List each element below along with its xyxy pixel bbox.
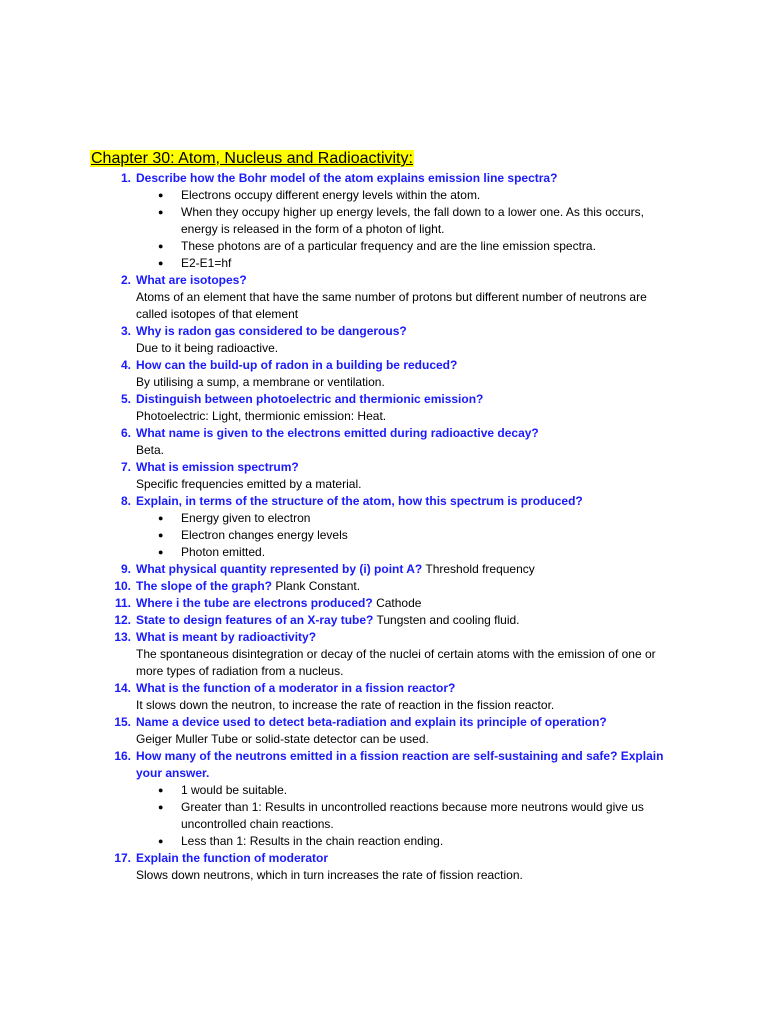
question-text: The slope of the graph? <box>136 579 273 593</box>
bullet-text: Energy given to electron <box>181 511 311 525</box>
question-text: What are isotopes? <box>136 273 247 287</box>
answer-text: Geiger Muller Tube or solid-state detector can be used. <box>136 732 429 746</box>
question-number: 8. <box>120 494 131 508</box>
answer-bullet <box>136 833 672 850</box>
bullet-text: 1 would be suitable. <box>181 783 288 797</box>
question-text: State to design features of an X-ray tube? <box>136 613 374 627</box>
question-number: 6. <box>120 426 131 440</box>
answer-text: It slows down the neutron, to increase the rate of reaction in the fission reactor. <box>136 698 555 712</box>
answer-bullet <box>136 238 672 255</box>
bullet-dot-icon: ● <box>158 836 164 846</box>
question-item <box>0 357 768 391</box>
question-number: 12. <box>114 613 131 627</box>
question-text: Describe how the Bohr model of the atom explains emission line spectra? <box>136 171 558 185</box>
bullet-dot-icon: ● <box>158 207 164 217</box>
chapter-title <box>90 148 414 170</box>
question-number: 14. <box>114 681 131 695</box>
question-line <box>136 272 672 289</box>
question-number: 16. <box>114 749 131 763</box>
question-line <box>136 612 672 629</box>
answer-text: By utilising a sump, a membrane or ventilation. <box>136 375 385 389</box>
question-number: 1. <box>120 171 131 185</box>
answer-text: The spontaneous disintegration or decay of the nuclei of certain atoms with the emission of one or more types of radiation from a nucleus. <box>136 647 656 678</box>
question-line <box>136 357 672 374</box>
bullet-dot-icon: ● <box>158 802 164 812</box>
bullet-dot-icon: ● <box>158 241 164 251</box>
question-list <box>0 170 768 884</box>
question-line <box>136 425 672 442</box>
question-text: Explain the function of moderator <box>136 851 329 865</box>
bullet-text: When they occupy higher up energy levels, the fall down to a lower one. As this occurs, energy is released in the form of a photon of light. <box>181 205 644 236</box>
question-line <box>136 578 672 595</box>
answer-bullet <box>136 527 672 544</box>
question-number: 15. <box>114 715 131 729</box>
question-number: 10. <box>114 579 131 593</box>
answer-bullet-list <box>136 782 672 850</box>
bullet-text: Greater than 1: Results in uncontrolled reactions because more neutrons would give us uncontrolled chain reactions. <box>181 800 644 831</box>
answer-bullet <box>136 799 672 833</box>
answer-text: Due to it being radioactive. <box>136 341 279 355</box>
question-number: 4. <box>120 358 131 372</box>
question-number: 17. <box>114 851 131 865</box>
bullet-text: E2-E1=hf <box>181 256 232 270</box>
question-item <box>0 459 768 493</box>
bullet-text: Less than 1: Results in the chain reaction ending. <box>181 834 444 848</box>
question-item <box>0 629 768 680</box>
question-item <box>0 680 768 714</box>
question-line <box>136 680 672 697</box>
question-number: 3. <box>120 324 131 338</box>
question-line <box>136 170 672 187</box>
question-number: 2. <box>120 273 131 287</box>
answer-text: Atoms of an element that have the same number of protons but different number of neutrons are called isotopes of that element <box>136 290 647 321</box>
inline-answer: Cathode <box>376 596 422 610</box>
question-text: What is emission spectrum? <box>136 460 299 474</box>
question-text: Explain, in terms of the structure of the atom, how this spectrum is produced? <box>136 494 583 508</box>
answer-bullet <box>136 782 672 799</box>
question-number: 9. <box>120 562 131 576</box>
question-item <box>0 323 768 357</box>
bullet-dot-icon: ● <box>158 547 164 557</box>
question-item <box>0 612 768 629</box>
bullet-text: Electrons occupy different energy levels within the atom. <box>181 188 481 202</box>
question-item <box>0 272 768 323</box>
bullet-dot-icon: ● <box>158 530 164 540</box>
question-text: Distinguish between photoelectric and thermionic emission? <box>136 392 484 406</box>
question-item <box>0 391 768 425</box>
answer-bullet <box>136 510 672 527</box>
answer-text: Slows down neutrons, which in turn increases the rate of fission reaction. <box>136 868 523 882</box>
question-line <box>136 629 672 646</box>
question-item <box>0 578 768 595</box>
bullet-text: Electron changes energy levels <box>181 528 348 542</box>
question-text: How can the build-up of radon in a building be reduced? <box>136 358 458 372</box>
question-item <box>0 748 768 850</box>
question-line <box>136 748 672 782</box>
question-text: What is the function of a moderator in a fission reactor? <box>136 681 456 695</box>
question-text: Where i the tube are electrons produced? <box>136 596 373 610</box>
bullet-text: These photons are of a particular frequency and are the line emission spectra. <box>181 239 596 253</box>
answer-text: Beta. <box>136 443 165 457</box>
question-text: How many of the neutrons emitted in a fission reaction are self-sustaining and safe? Explain your answer. <box>136 749 664 780</box>
question-text: What is meant by radioactivity? <box>136 630 317 644</box>
question-text: What name is given to the electrons emitted during radioactive decay? <box>136 426 539 440</box>
answer-bullet <box>136 187 672 204</box>
question-text: Why is radon gas considered to be dangerous? <box>136 324 407 338</box>
bullet-dot-icon: ● <box>158 785 164 795</box>
question-line <box>136 850 672 867</box>
bullet-dot-icon: ● <box>158 513 164 523</box>
question-line <box>136 459 672 476</box>
inline-answer: Tungsten and cooling fluid. <box>376 613 520 627</box>
question-line <box>136 493 672 510</box>
answer-text: Photoelectric: Light, thermionic emission: Heat. <box>136 409 387 423</box>
question-item <box>0 850 768 884</box>
question-number: 5. <box>120 392 131 406</box>
inline-answer: Plank Constant. <box>275 579 361 593</box>
question-number: 7. <box>120 460 131 474</box>
question-line <box>136 561 672 578</box>
question-item <box>0 595 768 612</box>
inline-answer: Threshold frequency <box>425 562 535 576</box>
question-text: What physical quantity represented by (i) point A? <box>136 562 423 576</box>
answer-bullet-list <box>136 510 672 561</box>
question-item <box>0 561 768 578</box>
question-line <box>136 714 672 731</box>
answer-bullet <box>136 544 672 561</box>
bullet-dot-icon: ● <box>158 258 164 268</box>
question-item <box>0 170 768 272</box>
question-number: 13. <box>114 630 131 644</box>
bullet-dot-icon: ● <box>158 190 164 200</box>
question-item <box>0 714 768 748</box>
chapter-title-text: Chapter 30: Atom, Nucleus and Radioactivity: <box>91 150 413 167</box>
answer-bullet <box>136 255 672 272</box>
question-line <box>136 595 672 612</box>
question-line <box>136 323 672 340</box>
answer-bullet-list <box>136 187 672 272</box>
bullet-text: Photon emitted. <box>181 545 266 559</box>
question-text: Name a device used to detect beta-radiation and explain its principle of operation? <box>136 715 607 729</box>
question-item <box>0 493 768 561</box>
answer-text: Specific frequencies emitted by a material. <box>136 477 362 491</box>
answer-bullet <box>136 204 672 238</box>
question-number: 11. <box>114 596 131 610</box>
question-item <box>0 425 768 459</box>
question-line <box>136 391 672 408</box>
